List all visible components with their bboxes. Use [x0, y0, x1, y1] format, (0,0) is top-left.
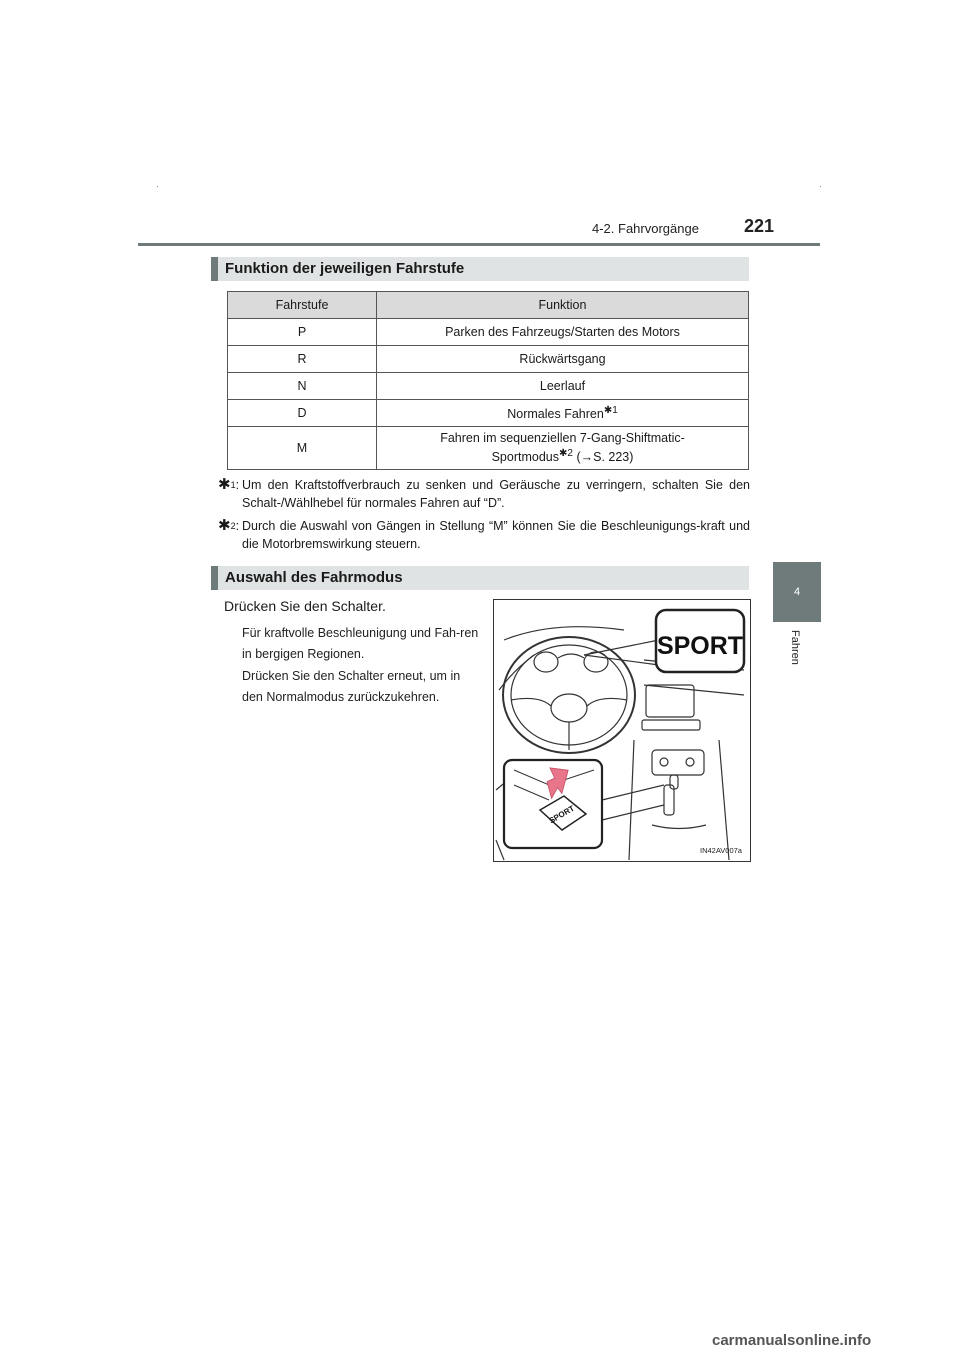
footnote-marker: ✱$^1$: [218, 476, 240, 493]
chapter-title: 4-2. Fahrvorgänge [592, 221, 699, 236]
description-paragraph: Für kraftvolle Beschleunigung und Fah-ren in bergigen Regionen. [242, 626, 479, 661]
table-row [228, 373, 749, 400]
footnote [218, 517, 750, 553]
instruction-step: Drücken Sie den Schalter. [224, 598, 386, 614]
table-row [228, 319, 749, 346]
section-heading-bar [211, 257, 218, 281]
section-heading-gear-functions [211, 257, 749, 281]
crop-mark [157, 186, 158, 187]
function-text: Sportmodus [491, 450, 559, 465]
description-paragraph: Drücken Sie den Schalter erneut, um in den Normalmodus zurückzukehren. [242, 669, 461, 704]
chapter-tab [773, 562, 821, 622]
page-number: 221 [744, 216, 775, 236]
section-heading-title: Funktion der jeweiligen Fahrstufe [225, 260, 465, 277]
table-cell-gear: M [228, 427, 377, 470]
illustration-code: IN42AV007a [700, 846, 742, 855]
table-row [228, 427, 749, 470]
footnote-number: 2 [230, 521, 236, 531]
footnote-star: ✱ [603, 404, 613, 416]
footnote-ref: 1 [612, 404, 618, 416]
table-header-row [228, 292, 749, 319]
crop-mark [820, 186, 821, 187]
sport-button-label: SPORT [547, 803, 576, 826]
footnote-text: Durch die Auswahl von Gängen in Stellung “M” können Sie die Beschleunigungs-kraft und die Motorbremswirkung steuern. [242, 519, 750, 551]
footnote-marker: ✱$^2$: [218, 517, 240, 534]
section-heading-bar [211, 566, 218, 590]
table-row [228, 346, 749, 373]
footnote [218, 476, 750, 512]
dashboard-illustration [493, 599, 751, 862]
section-heading-title: Auswahl des Fahrmodus [225, 569, 403, 586]
table-cell-function: Leerlauf [377, 373, 749, 400]
table-cell-function: Rückwärtsgang [377, 346, 749, 373]
footnote-ref: 2 [567, 448, 573, 460]
dashboard-drawing [494, 600, 750, 861]
table-cell-gear: R [228, 346, 377, 373]
footnote-text: Um den Kraftstoffverbrauch zu senken und Geräusche zu verringern, schalten Sie den Schalt-/Wählhebel für normales Fahren auf “D”. [242, 478, 750, 510]
chapter-tab-label: Fahren [789, 630, 801, 665]
function-text: Fahren im sequenziellen 7-Gang-Shiftmatic- [440, 431, 685, 446]
header-rule [138, 243, 820, 246]
table-cell-gear: N [228, 373, 377, 400]
table-row [228, 400, 749, 427]
chapter-tab-number: 4 [793, 586, 801, 598]
table-cell-function [377, 400, 749, 427]
footnote-star: ✱ [559, 448, 568, 460]
table-cell-gear: D [228, 400, 377, 427]
page-reference-link[interactable]: (→S. 223) [576, 450, 634, 465]
table-cell-gear: P [228, 319, 377, 346]
table-cell-function [377, 427, 749, 470]
gear-function-table [227, 291, 749, 470]
callout-sport-label: SPORT [656, 632, 744, 660]
table-header-function: Funktion [377, 292, 749, 319]
table-header-gear: Fahrstufe [228, 292, 377, 319]
footnote-number: 1 [230, 480, 236, 490]
function-text: Normales Fahren [507, 407, 604, 422]
watermark: carmanualsonline.info [712, 1332, 872, 1349]
table-cell-function: Parken des Fahrzeugs/Starten des Motors [377, 319, 749, 346]
section-heading-drive-mode [211, 566, 749, 590]
